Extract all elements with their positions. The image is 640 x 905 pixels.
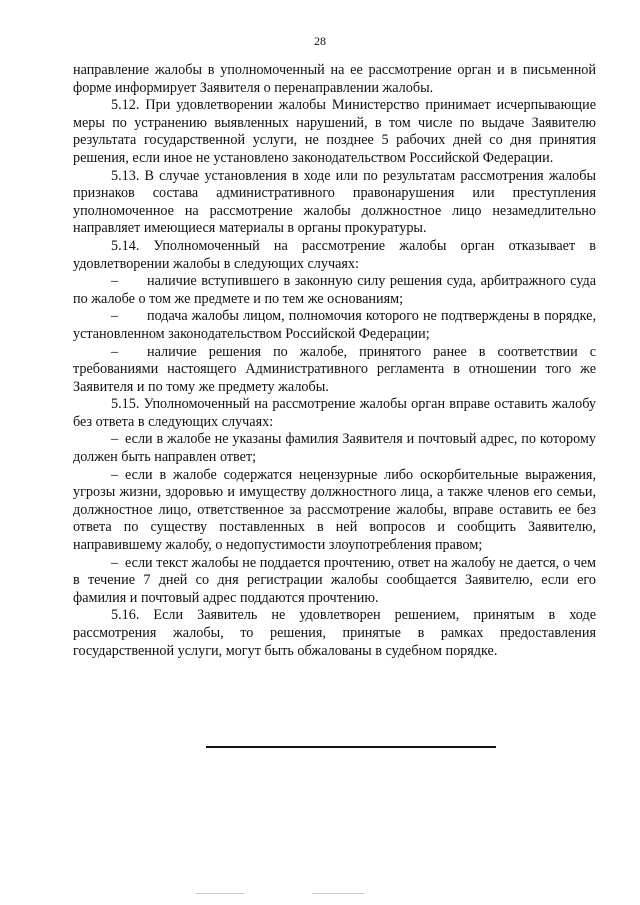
dash-marker: – [111, 466, 119, 483]
list-item-text: если в жалобе содержатся нецензурные либо оскорбительные выражения, угрозы жизни, здоровью и имуществу должностного лица, а также членов его семьи, должностное лицо, ответственное за рассмотрение жалобы, вправе оставить ее без ответа по существу поставленных в ней вопросов и сообщить Заявителю, направившему жалобу, о недопустимости злоупотребления правом; [73, 466, 596, 554]
list-item-text: если в жалобе не указаны фамилия Заявителя и почтовый адрес, по которому должен быть направлен ответ; [73, 431, 596, 466]
paragraph-5-14: 5.14. Уполномоченный на рассмотрение жалобы орган отказывает в удовлетворении жалобы в следующих случаях: [73, 237, 596, 272]
paragraph-5-13: 5.13. В случае установления в ходе или по результатам рассмотрения жалобы признаков состава административного правонарушения или преступления уполномоченное на рассмотрение жалобы должностное лицо незамедлительно направляет имеющиеся материалы в органы прокуратуры. [73, 167, 596, 237]
list-item-text: наличие решения по жалобе, принятого ранее в соответствии с требованиями настоящего Административного регламента в отношении того же Заявителя и по тому же предмету жалобы. [73, 343, 596, 395]
list-item-refusal [73, 273, 596, 308]
paragraph-5-12: 5.12. При удовлетворении жалобы Министерство принимает исчерпывающие меры по устранению выявленных нарушений, в том числе по выдаче Заявителю результата государственной услуги, не позднее 5 рабочих дней со дня принятия решения, если иное не установлено законодательством Российской Федерации. [73, 97, 596, 166]
list-item-text: если текст жалобы не поддается прочтению, ответ на жалобу не дается, о чем в течение 7 дней со дня регистрации жалобы сообщается Заявителю, если его фамилия и почтовый адрес поддаются прочтению. [73, 554, 596, 606]
scan-artifact-line [196, 893, 244, 894]
scan-artifact-line [312, 893, 364, 894]
dash-marker: – [111, 308, 119, 325]
paragraph-5-15: 5.15. Уполномоченный на рассмотрение жалобы орган вправе оставить жалобу без ответа в следующих случаях: [73, 396, 596, 430]
list-item-no-answer [73, 467, 596, 555]
list-item-refusal [73, 344, 596, 397]
list-item-text: подача жалобы лицом, полномочия которого не подтверждены в порядке, установленном законодательством Российской Федерации; [73, 308, 596, 342]
paragraph-5-16: 5.16. Если Заявитель не удовлетворен решением, принятым в ходе рассмотрения жалобы, то решения, принятые в рамках предоставления государственной услуги, могут быть обжалованы в судебном порядке. [73, 607, 596, 659]
paragraph-redirect-notice: направление жалобы в уполномоченный на ее рассмотрение орган и в письменной форме информирует Заявителя о перенаправлении жалобы. [73, 62, 596, 96]
dash-marker: – [111, 554, 119, 571]
page-number: 28 [314, 34, 326, 48]
dash-marker: – [111, 431, 119, 448]
document-body [73, 62, 596, 660]
list-item-no-answer [73, 555, 596, 608]
end-of-document-rule [206, 746, 496, 748]
dash-marker: – [111, 343, 119, 360]
dash-marker: – [111, 273, 119, 290]
list-item-refusal [73, 308, 596, 343]
list-item-no-answer [73, 431, 596, 466]
list-item-text: наличие вступившего в законную силу решения суда, арбитражного суда по жалобе о том же предмете и по тем же основаниям; [73, 273, 596, 307]
